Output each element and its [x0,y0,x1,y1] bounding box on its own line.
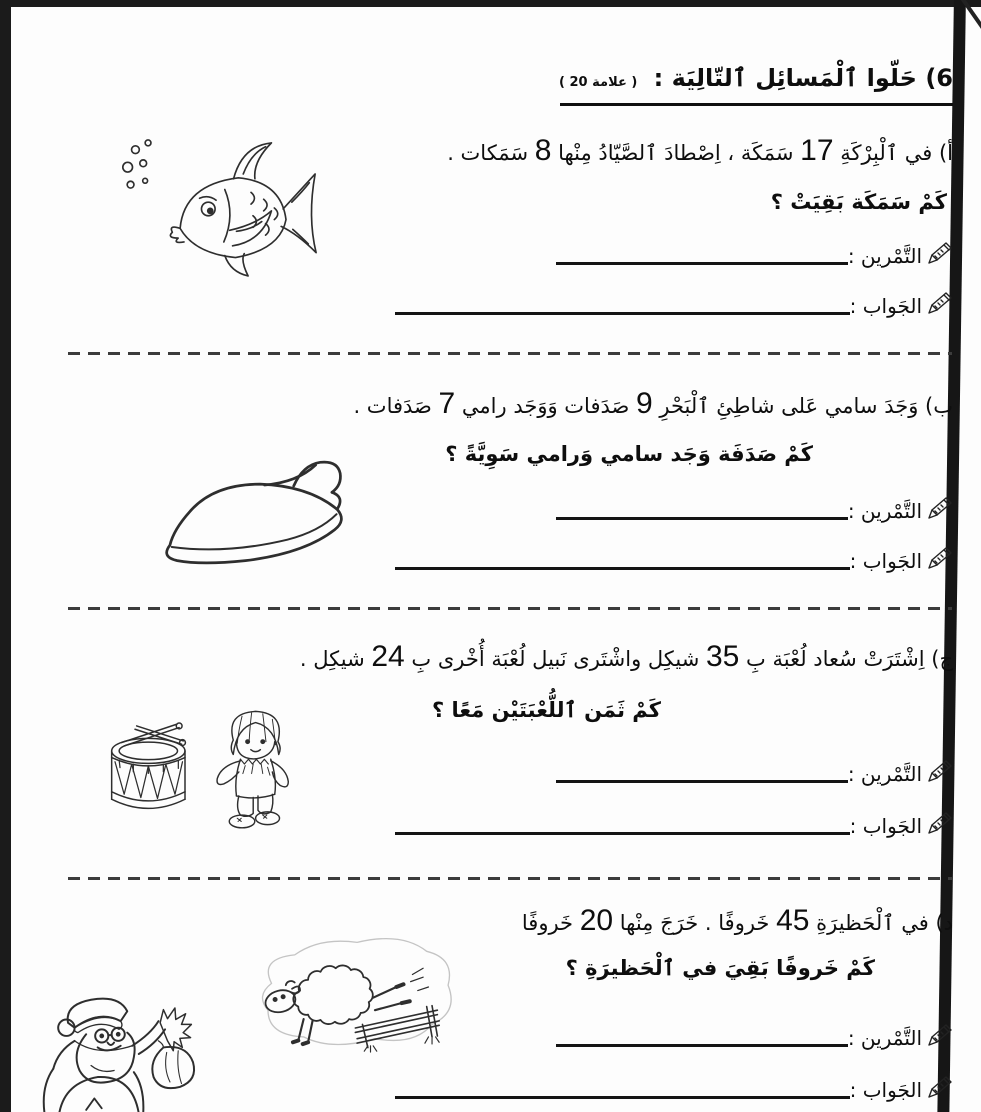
problem-c-question: كَمْ ثَمَن ٱللُّعْبَتَيْن مَعًا ؟ [432,698,661,722]
pencil-icon [927,1075,953,1103]
problem-b-answer-row [395,543,953,577]
exercise-label: التَّمْرين : [847,762,922,786]
answer-label: الجَواب : [849,294,922,318]
page-left-edge [0,0,11,1112]
fish-illustration [116,133,320,281]
exercise-answer-line[interactable] [556,517,848,520]
page-top-edge [0,0,981,7]
answer-line[interactable] [395,567,850,570]
problem-a-answer-row [395,288,953,322]
problem-d-exercise-row [556,1020,953,1054]
santa-illustration [22,993,207,1112]
problem-d-statement: د) في ٱلْحَظيرَةِ 45 خَروفًا . خَرَجَ مِنْها 20 خَروفًا [521,904,953,937]
pencil-icon [927,546,953,574]
problem-a-statement: أ) في ٱلْبِرْكَةِ 17 سَمَكَة ، اِصْطادَ ٱلصَّيّادُ مِنْها 8 سَمَكات . [447,134,953,167]
seashell-illustration [158,445,363,567]
pencil-icon [927,291,953,319]
pencil-icon [927,496,953,524]
dashed-separator [68,607,952,610]
problem-d-answer-row [395,1072,953,1106]
pencil-icon [927,759,953,787]
drum-illustration [100,718,200,823]
section-heading [559,58,953,103]
exercise-label: التَّمْرين : [847,244,922,268]
problem-c-statement: ج) اِشْتَرَتْ سُعاد لُعْبَة بِ 35 شيكِل واشْتَرى نَبيل لُعْبَة أُخْرى بِ 24 شيكِل . [299,640,953,673]
answer-line[interactable] [395,832,850,835]
problem-b-question: كَمْ صَدَفَة وَجَد سامي وَرامي سَوِيَّةً ؟ [445,442,813,466]
answer-label: الجَواب : [849,814,922,838]
dashed-separator [68,352,952,355]
pencil-icon [927,811,953,839]
answer-label: الجَواب : [849,549,922,573]
problem-c-answer-row [395,808,953,842]
section-title: 6) حَلّوا ٱلْمَسائِل ٱلتّالِيَة : [653,64,953,92]
problem-a-question: كَمْ سَمَكَة بَقِيَتْ ؟ [770,190,947,214]
exercise-label: التَّمْرين : [847,499,922,523]
marks-note: ( 20 علامة ) [559,75,638,90]
problem-b-statement: ب) وَجَدَ سامي عَلى شاطِئِ ٱلْبَحْرِ 9 صَدَفات وَوَجَد رامي 7 صَدَفات . [353,387,953,420]
exercise-answer-line[interactable] [556,1044,848,1047]
problem-b-exercise-row [556,493,953,527]
problem-a-exercise-row [556,238,953,272]
pencil-icon [927,1023,953,1051]
exercise-label: التَّمْرين : [847,1026,922,1050]
problem-d-question: كَمْ خَروفًا بَقِيَ في ٱلْحَظيرَةِ ؟ [565,956,875,980]
dashed-separator [68,877,952,880]
answer-label: الجَواب : [849,1078,922,1102]
problem-c-exercise-row [556,756,953,790]
sheep-illustration [243,928,457,1062]
exercise-answer-line[interactable] [556,262,848,265]
doll-illustration [210,705,298,831]
answer-line[interactable] [395,312,850,315]
heading-underline [560,103,953,106]
pencil-icon [927,241,953,269]
exercise-answer-line[interactable] [556,780,848,783]
answer-line[interactable] [395,1096,850,1099]
